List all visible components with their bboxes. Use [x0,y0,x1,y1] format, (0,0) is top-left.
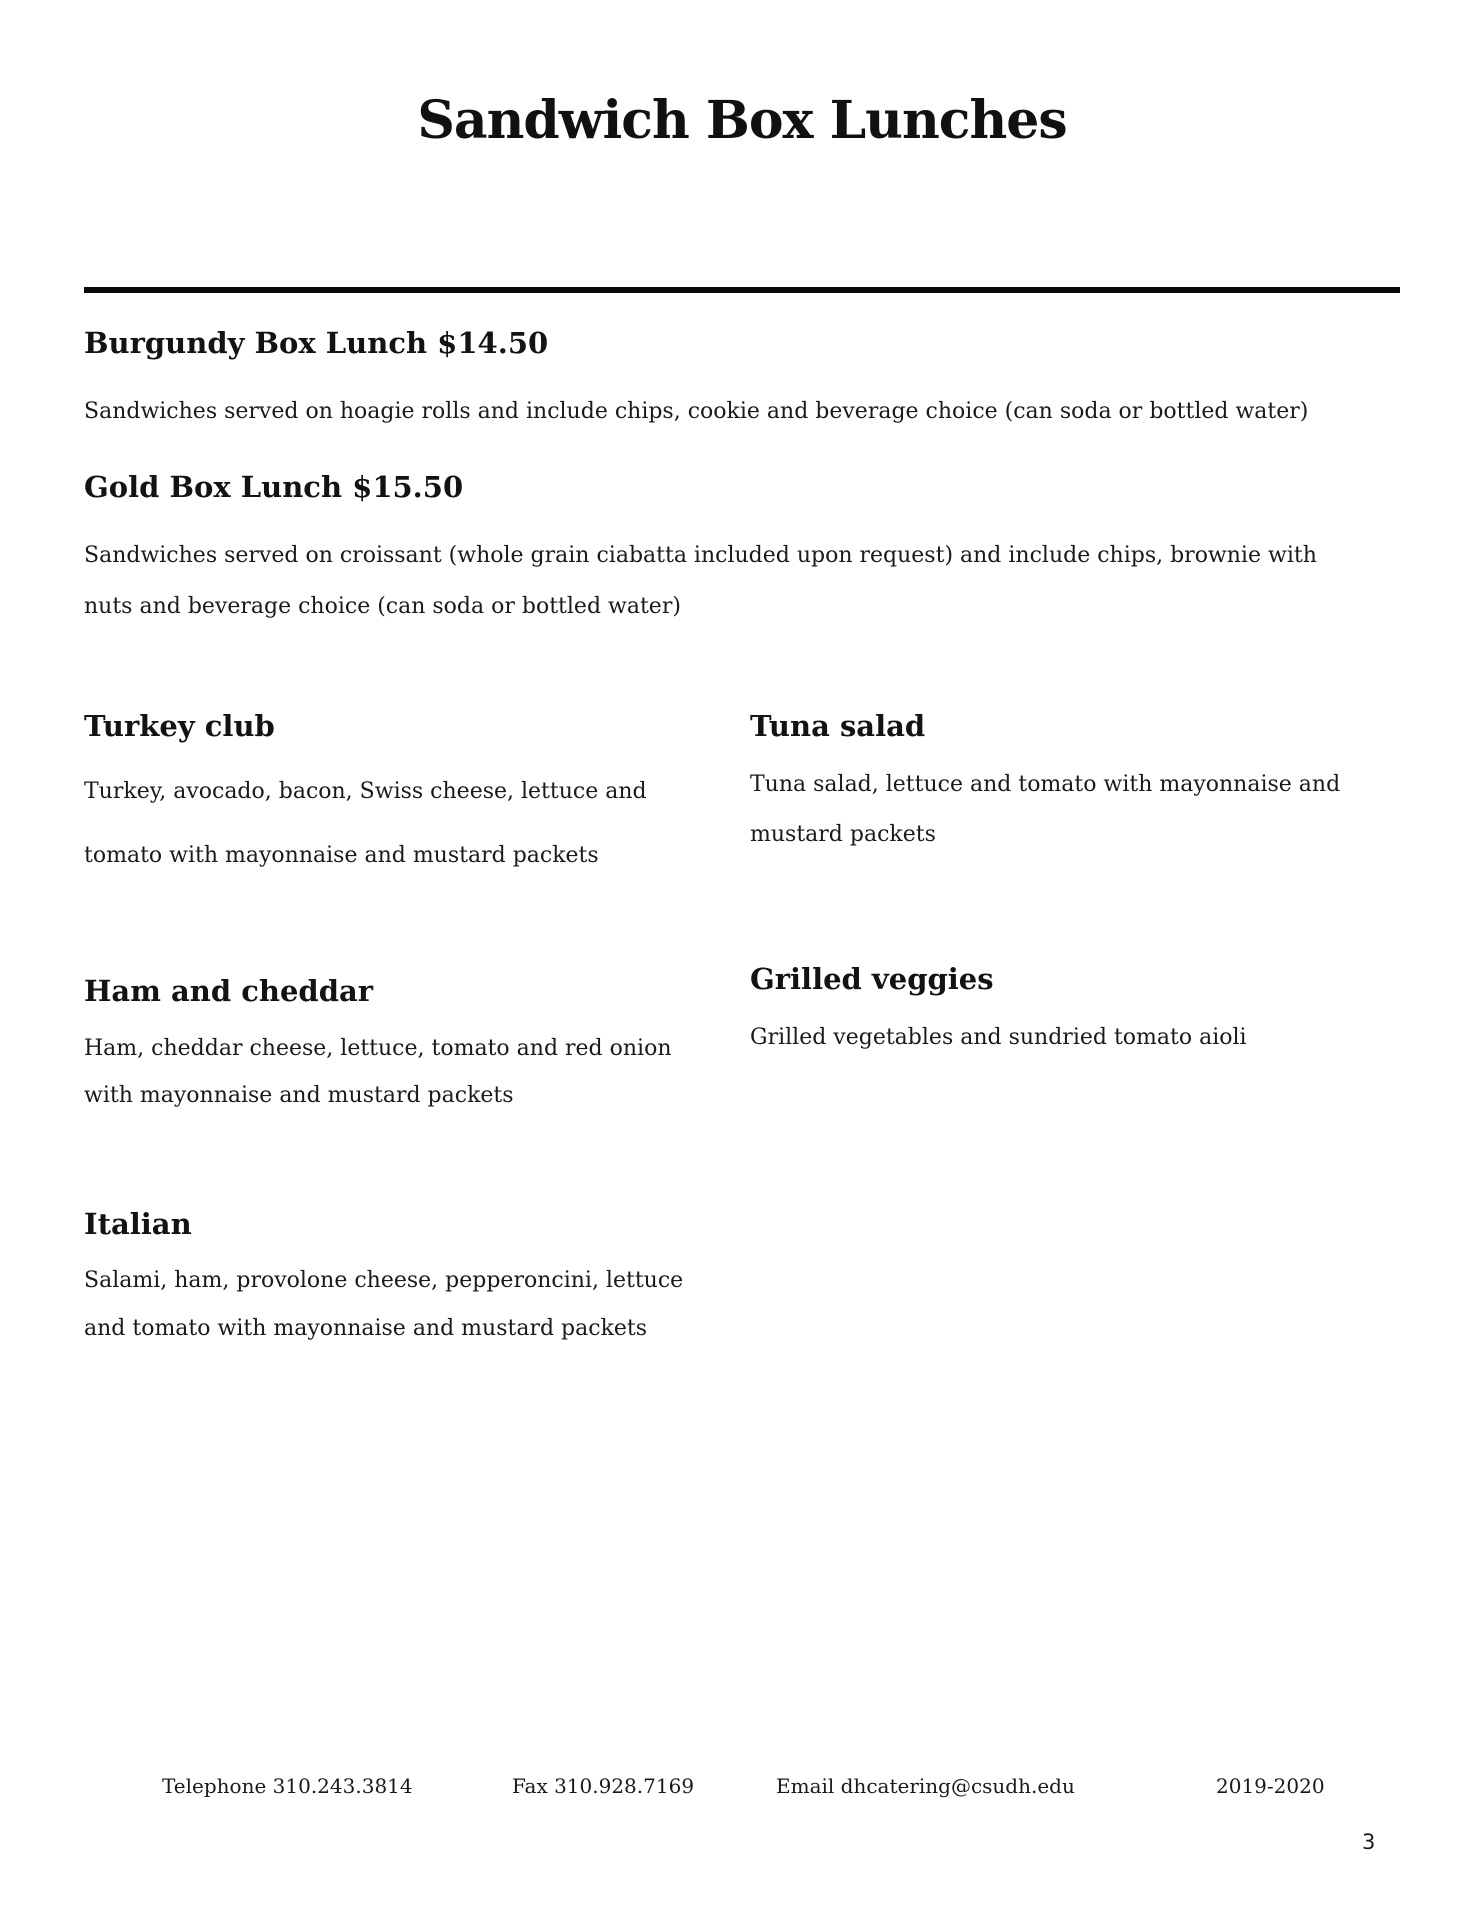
menu-item-description: Turkey, avocado, bacon, Swiss cheese, lettuce and tomato with mayonnaise and mustard packets [84,778,647,868]
menu-item-description: Tuna salad, lettuce and tomato with mayonnaise and mustard packets [750,771,1341,848]
menu-item-description: Ham, cheddar cheese, lettuce, tomato and red onion with mayonnaise and mustard packets [84,1036,672,1109]
menu-item [84,708,704,887]
menu-columns [84,708,1400,1438]
section-description: Sandwiches served on croissant (whole grain ciabatta included upon request) and include chips, brownie with nuts and beverage choice (can soda or bottled water) [84,542,1317,619]
menu-item-description: Salami, ham, provolone cheese, pepperoncini, lettuce and tomato with mayonnaise and mustard packets [84,1268,684,1341]
menu-item-name: Tuna salad [750,709,926,744]
section-heading: Burgundy Box Lunch $14.50 [84,326,549,360]
section-heading: Gold Box Lunch $15.50 [84,470,464,505]
menu-column-right [750,708,1400,1438]
footer-years: 2019-2020 [1216,1774,1325,1798]
menu-item-description: Grilled vegetables and sundried tomato aioli [750,1024,1247,1050]
menu-item [84,973,704,1119]
page-number: 3 [1362,1830,1376,1854]
footer-telephone: Telephone 310.243.3814 [162,1774,413,1798]
page-title: Sandwich Box Lunches [417,90,1067,151]
section-gold [84,469,1400,632]
menu-item-name: Turkey club [84,709,275,744]
section-burgundy [84,325,1400,437]
menu-item-name: Grilled veggies [750,962,994,997]
horizontal-rule [84,287,1400,293]
menu-item-name: Ham and cheddar [84,974,374,1009]
section-description: Sandwiches served on hoagie rolls and include chips, cookie and beverage choice (can soda or bottled water) [84,398,1309,424]
menu-item [84,1206,704,1352]
menu-item-name: Italian [84,1206,192,1241]
footer-email: Email dhcatering@csudh.edu [776,1774,1075,1798]
menu-item [750,961,1400,1063]
menu-item [750,708,1400,861]
footer-fax: Fax 310.928.7169 [512,1774,695,1798]
menu-column-left [84,708,704,1438]
intro-sections [84,325,1400,632]
